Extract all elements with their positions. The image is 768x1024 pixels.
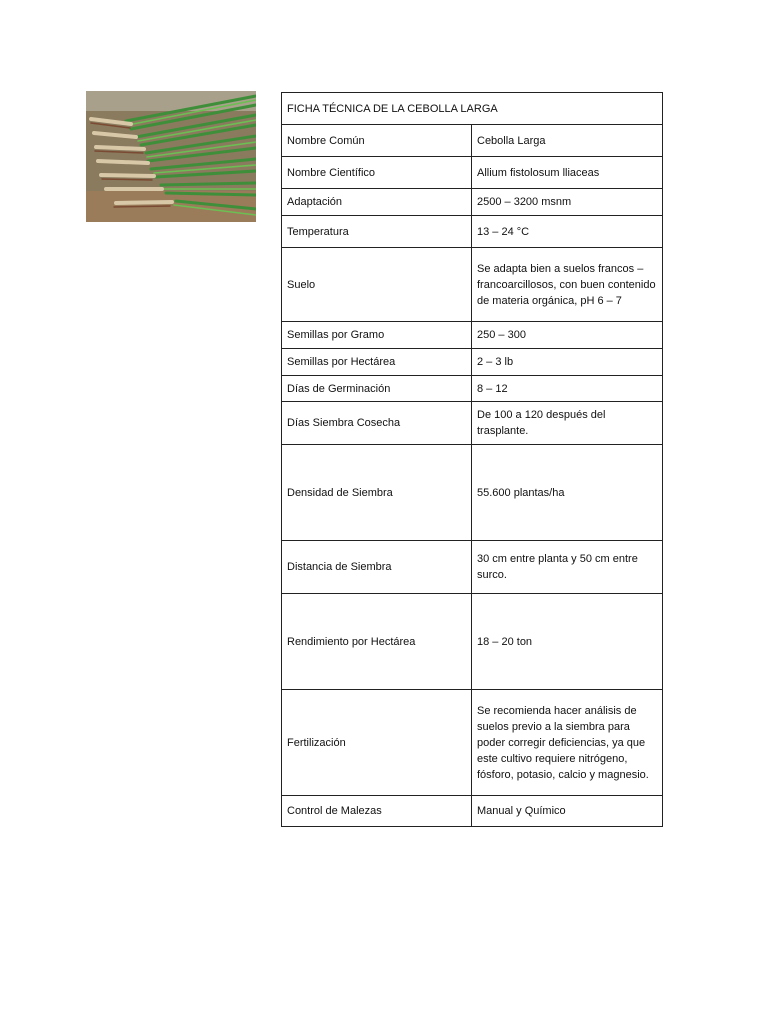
row-value: 2 – 3 lb bbox=[472, 349, 663, 376]
row-value: Manual y Químico bbox=[472, 796, 663, 827]
table-row bbox=[282, 189, 663, 216]
row-label: Rendimiento por Hectárea bbox=[282, 594, 472, 690]
row-value: De 100 a 120 después del trasplante. bbox=[472, 402, 663, 445]
row-label: Semillas por Hectárea bbox=[282, 349, 472, 376]
ficha-tecnica-table bbox=[281, 92, 663, 827]
row-value: Allium fistolosum lliaceas bbox=[472, 157, 663, 189]
table-row bbox=[282, 445, 663, 541]
row-label: Temperatura bbox=[282, 216, 472, 248]
row-label: Días Siembra Cosecha bbox=[282, 402, 472, 445]
row-value: 8 – 12 bbox=[472, 376, 663, 402]
row-value: 30 cm entre planta y 50 cm entre surco. bbox=[472, 541, 663, 594]
row-label: Nombre Común bbox=[282, 125, 472, 157]
row-label: Control de Malezas bbox=[282, 796, 472, 827]
table-row bbox=[282, 248, 663, 322]
row-value: 2500 – 3200 msnm bbox=[472, 189, 663, 216]
row-label: Nombre Científico bbox=[282, 157, 472, 189]
table-row bbox=[282, 541, 663, 594]
table-row bbox=[282, 216, 663, 248]
table-row bbox=[282, 690, 663, 796]
row-value: 18 – 20 ton bbox=[472, 594, 663, 690]
table-row bbox=[282, 349, 663, 376]
table-row bbox=[282, 322, 663, 349]
table-row bbox=[282, 157, 663, 189]
cebolla-larga-photo bbox=[86, 91, 256, 222]
table-row bbox=[282, 796, 663, 827]
row-label: Días de Germinación bbox=[282, 376, 472, 402]
row-label: Suelo bbox=[282, 248, 472, 322]
row-value: Se adapta bien a suelos francos – francoarcillosos, con buen contenido de materia orgánica, pH 6 – 7 bbox=[472, 248, 663, 322]
row-value: 55.600 plantas/ha bbox=[472, 445, 663, 541]
row-value: Cebolla Larga bbox=[472, 125, 663, 157]
row-label: Densidad de Siembra bbox=[282, 445, 472, 541]
table-row bbox=[282, 402, 663, 445]
table-row bbox=[282, 376, 663, 402]
row-label: Semillas por Gramo bbox=[282, 322, 472, 349]
row-label: Fertilización bbox=[282, 690, 472, 796]
row-label: Adaptación bbox=[282, 189, 472, 216]
row-value: 13 – 24 °C bbox=[472, 216, 663, 248]
table-title: FICHA TÉCNICA DE LA CEBOLLA LARGA bbox=[282, 93, 663, 125]
table-title-row bbox=[282, 93, 663, 125]
row-label: Distancia de Siembra bbox=[282, 541, 472, 594]
table-row bbox=[282, 125, 663, 157]
table-row bbox=[282, 594, 663, 690]
row-value: 250 – 300 bbox=[472, 322, 663, 349]
row-value: Se recomienda hacer análisis de suelos previo a la siembra para poder corregir deficiencias, ya que este cultivo requiere nitrógeno, fósforo, potasio, calcio y magnesio. bbox=[472, 690, 663, 796]
